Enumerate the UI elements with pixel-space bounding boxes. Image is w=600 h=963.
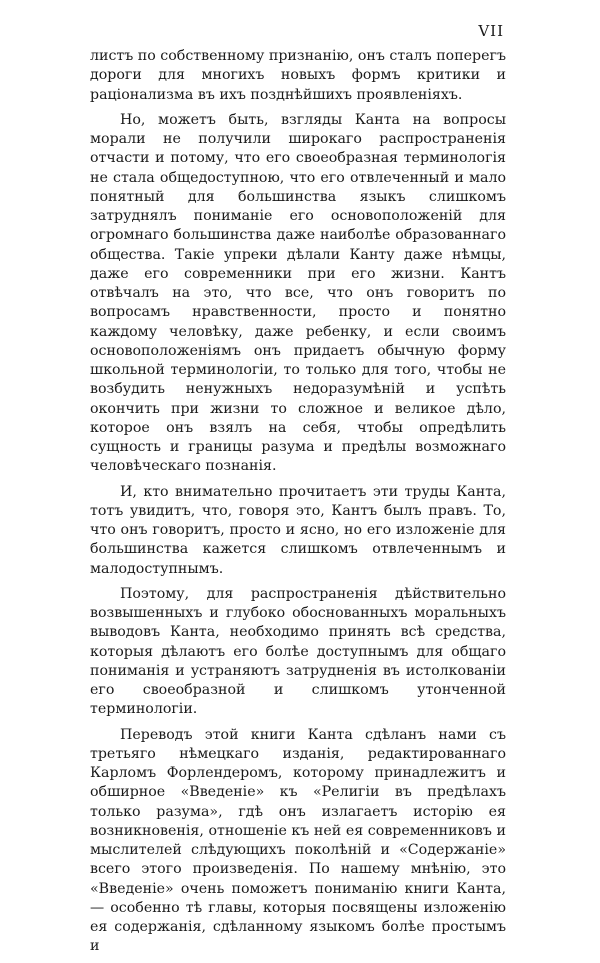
paragraph-2: Но, можетъ быть, взгляды Канта на вопросы морали не получили широкаго распространенія отчасти и потому, что его своеобразная терминологія не стала общедоступною, что его отвлеченный и мало понятный для большинства языкъ слишкомъ затруднялъ пониманіе его основоположеній для огромнаго большинства даже наиболѣе образованнаго общества. Такіе упреки дѣлали Канту даже нѣмцы, даже его современники при его жизни. Кантъ отвѣчалъ на это, что все, что онъ говоритъ по вопросамъ нравственности, просто и понятно каждому человѣку, даже ребенку, и если своимъ основоположеніямъ онъ придаетъ обычную форму школьной терминологіи, то только для того, чтобы не возбудить ненужныхъ недоразумѣній и успѣть окончить при жизни то сложное и великое дѣло, которое онъ взялъ на себя, чтобы опредѣлить сущность и границы разума и предѣлы возможнаго человѣческаго познанія. bbox=[90, 111, 506, 475]
paragraph-4: Поэтому, для распространенія дѣйствительно возвышенныхъ и глубоко обоснованныхъ моральныхъ выводовъ Канта, необходимо принять всѣ средства, которыя дѣлаютъ его болѣе доступнымъ для общаго пониманія и устраняютъ затрудненія въ истолкованіи его своеобразной и слишкомъ утонченной терминологіи. bbox=[90, 585, 506, 718]
paragraph-5: Переводъ этой книги Канта сдѣланъ нами съ третьяго нѣмецкаго изданія, редактированнаго Карломъ Форлендеромъ, которому принадлежитъ и обширное «Введеніе» къ «Религіи въ предѣлахъ только разума», гдѣ онъ излагаетъ исторію ея возникновенія, отношеніе къ ней ея современниковъ и мыслителей слѣдующихъ поколѣній и «Содержаніе» всего этого произведенія. По нашему мнѣнію, это «Введеніе» очень поможетъ пониманію книги Канта, — особенно тѣ главы, которыя посвящены изложенію ея содержанія, сдѣланному языкомъ болѣе простымъ и bbox=[90, 726, 506, 955]
page-number: VII bbox=[478, 22, 504, 40]
paragraph-3: И, кто внимательно прочитаетъ эти труды Канта, тотъ увидитъ, что, говоря это, Кантъ былъ правъ. То, что онъ говоритъ, просто и ясно, но его изложеніе для большинства кажется слишкомъ отвлеченнымъ и малодоступнымъ. bbox=[90, 483, 506, 577]
paragraph-1: листъ по собственному признанію, онъ сталъ поперегъ дороги для многихъ новыхъ формъ критики и раціонализма въ ихъ позднѣйшихъ проявленіяхъ. bbox=[90, 48, 506, 103]
body-text bbox=[90, 47, 506, 963]
